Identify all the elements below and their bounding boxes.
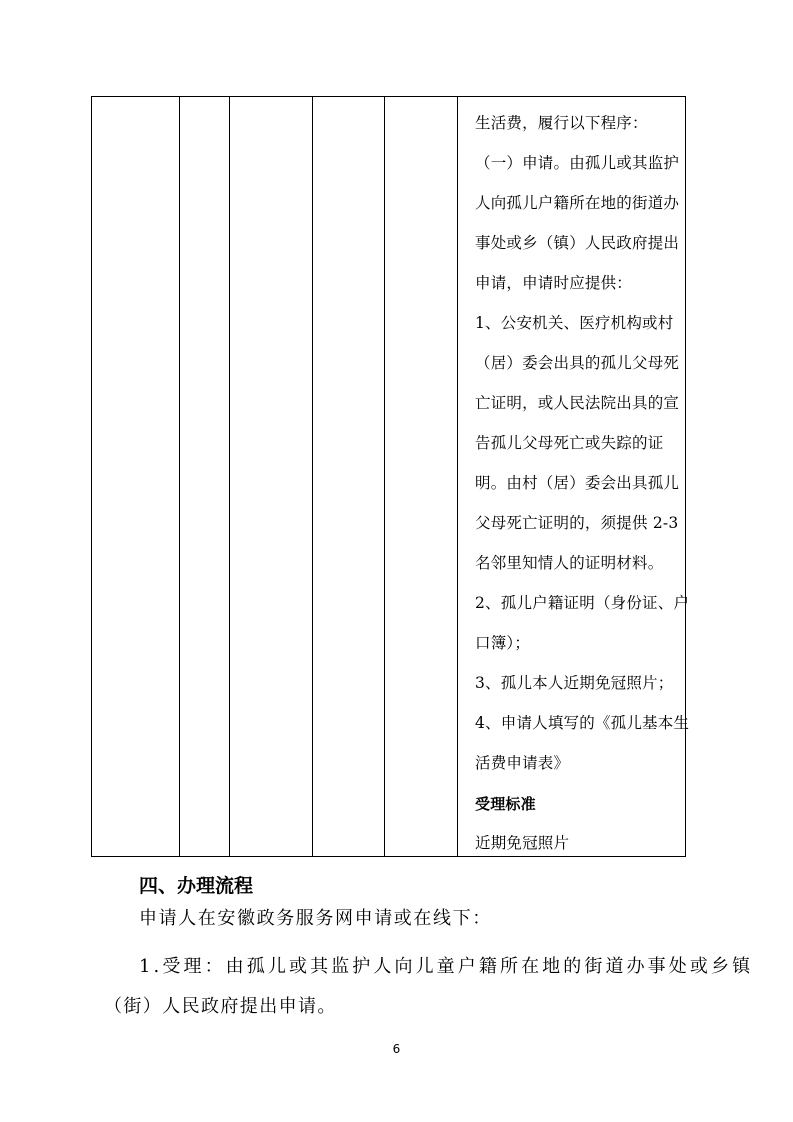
section-heading: 四、办理流程	[139, 875, 254, 897]
cell-line: 3、孤儿本人近期免冠照片；	[475, 674, 674, 692]
cell-line: 亡证明，或人民法院出具的宣	[475, 394, 680, 412]
cell-line: 活费申请表》	[475, 754, 570, 772]
table-column-divider	[457, 97, 458, 856]
table-column-divider	[384, 97, 385, 856]
table-column-divider	[179, 97, 180, 856]
acceptance-heading: 受理标准	[475, 795, 536, 813]
cell-line: 生活费，履行以下程序：	[475, 114, 648, 132]
cell-line: 名邻里知情人的证明材料。	[475, 554, 664, 572]
cell-line: 明。由村（居）委会出具孤儿	[475, 474, 680, 492]
cell-line: 父母死亡证明的，须提供 2-3	[475, 514, 679, 532]
paragraph: 1.受理：由孤儿或其监护人向儿童户籍所在地的街道办事处或乡镇	[139, 956, 754, 977]
paragraph: （街）人民政府提出申请。	[104, 996, 337, 1017]
paragraph: 申请人在安徽政务服务网申请或在线下：	[139, 908, 492, 929]
cell-line: 4、申请人填写的《孤儿基本生	[475, 714, 690, 732]
table-column-divider	[229, 97, 230, 856]
cell-line: （一）申请。由孤儿或其监护	[475, 154, 680, 172]
table-column-divider	[312, 97, 313, 856]
cell-line: 1、公安机关、医疗机构或村	[475, 314, 674, 332]
page-number: 6	[392, 1042, 401, 1056]
cell-line: 告孤儿父母死亡或失踪的证	[475, 434, 664, 452]
cell-line: （居）委会出具的孤儿父母死	[475, 354, 680, 372]
acceptance-text: 近期免冠照片	[475, 834, 570, 852]
procedure-table	[91, 96, 690, 857]
cell-line: 申请，申请时应提供：	[475, 274, 633, 292]
cell-line: 人向孤儿户籍所在地的街道办	[475, 194, 680, 212]
cell-line: 2、孤儿户籍证明（身份证、户	[475, 594, 690, 612]
cell-line: 事处或乡（镇）人民政府提出	[475, 234, 680, 252]
cell-line: 口簿）；	[475, 634, 531, 652]
